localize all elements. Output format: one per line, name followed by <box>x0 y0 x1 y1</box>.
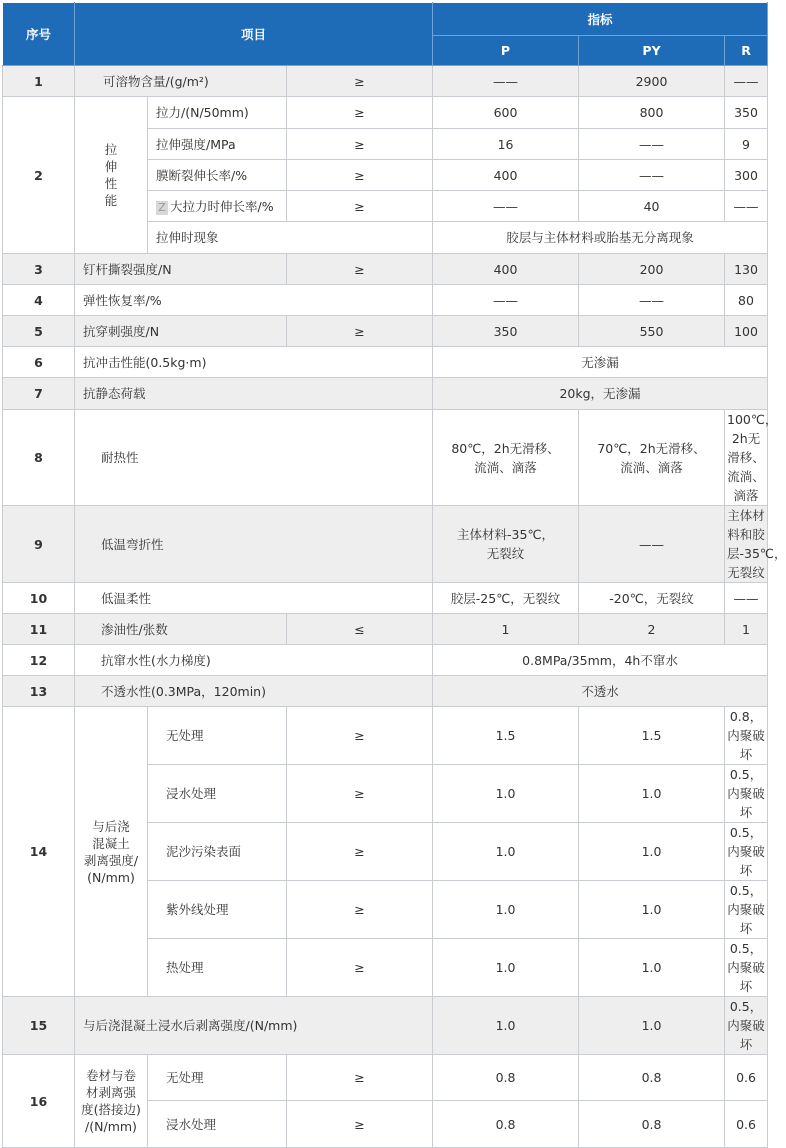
table-row <box>3 997 768 1055</box>
merged-value: 20kg，无渗漏 <box>433 378 768 410</box>
row-label: 抗穿刺强度/N <box>75 316 287 347</box>
cell-p: —— <box>433 191 579 222</box>
cell-py: —— <box>579 129 725 160</box>
header-no: 序号 <box>3 3 75 66</box>
cell-py: —— <box>579 506 725 583</box>
cell-r: 9 <box>725 129 768 160</box>
cell-p: 400 <box>433 160 579 191</box>
header-item: 项目 <box>75 3 433 66</box>
ge-symbol: ≥ <box>287 97 433 129</box>
cell-r: 130 <box>725 254 768 285</box>
cell-r: 0.8，内聚破坏 <box>725 707 768 765</box>
cell-r: 0.6 <box>725 1055 768 1101</box>
cell-r: —— <box>725 66 768 97</box>
cell-p: 1.0 <box>433 765 579 823</box>
spec-table <box>2 2 786 1148</box>
z-icon: Z <box>156 201 168 215</box>
ge-symbol: ≥ <box>287 254 433 285</box>
row-no: 3 <box>3 254 75 285</box>
row-label: 弹性恢复率/% <box>75 285 433 316</box>
cell-r: 100℃，2h无滑移、 流淌、滴落 <box>725 410 768 506</box>
cell-r: 300 <box>725 160 768 191</box>
cell-p: —— <box>433 66 579 97</box>
sub-label: 拉伸时现象 <box>148 222 433 254</box>
ge-symbol: ≥ <box>287 881 433 939</box>
ge-symbol: ≥ <box>287 765 433 823</box>
header-py: PY <box>579 36 725 66</box>
le-symbol: ≤ <box>287 614 433 645</box>
sub-label-text: 大拉力时伸长率/% <box>170 198 274 214</box>
cell-p: 1.0 <box>433 939 579 997</box>
row-label: 抗窜水性(水力梯度) <box>75 645 433 676</box>
ge-symbol: ≥ <box>287 939 433 997</box>
row-no: 4 <box>3 285 75 316</box>
cell-py: —— <box>579 285 725 316</box>
row-label: 不透水性(0.3MPa，120min) <box>75 676 433 707</box>
group-label <box>75 707 148 997</box>
row-no: 16 <box>3 1055 75 1148</box>
row-no: 15 <box>3 997 75 1055</box>
cell-py: 1.0 <box>579 765 725 823</box>
table-row <box>3 254 768 285</box>
sub-label: 膜断裂伸长率/% <box>148 160 287 191</box>
group-label-text: 卷材与卷 材剥离强 度(搭接边) /(N/mm) <box>81 1068 141 1134</box>
cell-p: 1.0 <box>433 881 579 939</box>
row-label: 渗油性/张数 <box>75 614 287 645</box>
cell-r: 0.5，内聚破坏 <box>725 881 768 939</box>
cell-py: 200 <box>579 254 725 285</box>
table-row <box>3 506 768 583</box>
table-row <box>3 347 768 378</box>
cell-p: 16 <box>433 129 579 160</box>
row-label: 抗冲击性能(0.5kg·m) <box>75 347 433 378</box>
row-no: 2 <box>3 97 75 254</box>
merged-value: 不透水 <box>433 676 768 707</box>
cell-py: -20℃，无裂纹 <box>579 583 725 614</box>
cell-r: 350 <box>725 97 768 129</box>
table-row <box>3 285 768 316</box>
sub-label: 浸水处理 <box>148 765 287 823</box>
row-label: 可溶物含量/(g/m²) <box>75 66 287 97</box>
row-no: 11 <box>3 614 75 645</box>
group-label <box>75 1055 148 1148</box>
sub-label: 无处理 <box>148 1055 287 1101</box>
group-label-text: 拉 伸 性 能 <box>104 142 118 208</box>
ge-symbol: ≥ <box>287 191 433 222</box>
merged-value: 0.8MPa/35mm，4h不窜水 <box>433 645 768 676</box>
cell-p: 主体材料-35℃， 无裂纹 <box>433 506 579 583</box>
row-no: 13 <box>3 676 75 707</box>
ge-symbol: ≥ <box>287 160 433 191</box>
header-index: 指标 <box>433 3 768 36</box>
group-label <box>75 97 148 254</box>
cell-r: 1 <box>725 614 768 645</box>
row-label: 抗静态荷载 <box>75 378 433 410</box>
cell-r: 0.5，内聚破坏 <box>725 765 768 823</box>
table-row <box>3 316 768 347</box>
row-label: 与后浇混凝土浸水后剥离强度/(N/mm) <box>75 997 433 1055</box>
merged-value: 无渗漏 <box>433 347 768 378</box>
row-no: 8 <box>3 410 75 506</box>
sub-label: 泥沙污染表面 <box>148 823 287 881</box>
cell-r: —— <box>725 191 768 222</box>
sub-label: 拉伸强度/MPa <box>148 129 287 160</box>
cell-r: 主体材料和胶层-35℃， 无裂纹 <box>725 506 768 583</box>
cell-p: 1.5 <box>433 707 579 765</box>
cell-py: —— <box>579 160 725 191</box>
group-label-text: 与后浇 混凝土 剥离强度/ (N/mm) <box>83 818 139 885</box>
cell-py: 0.8 <box>579 1055 725 1101</box>
cell-py: 1.0 <box>579 823 725 881</box>
table-row <box>3 97 768 129</box>
table-row <box>3 676 768 707</box>
row-label: 低温弯折性 <box>75 506 433 583</box>
header-p: P <box>433 36 579 66</box>
ge-symbol: ≥ <box>287 129 433 160</box>
cell-p: 1.0 <box>433 823 579 881</box>
table-row <box>3 66 768 97</box>
cell-py: 1.0 <box>579 881 725 939</box>
table-row <box>3 645 768 676</box>
cell-py: 1.0 <box>579 997 725 1055</box>
ge-symbol: ≥ <box>287 66 433 97</box>
cell-py: 1.0 <box>579 939 725 997</box>
cell-p: —— <box>433 285 579 316</box>
sub-label: 无处理 <box>148 707 287 765</box>
cell-py: 70℃，2h无滑移、 流淌、滴落 <box>579 410 725 506</box>
ge-symbol: ≥ <box>287 1101 433 1148</box>
cell-py: 1.5 <box>579 707 725 765</box>
cell-py: 40 <box>579 191 725 222</box>
ge-symbol: ≥ <box>287 316 433 347</box>
cell-r: 0.5，内聚破坏 <box>725 997 768 1055</box>
row-no: 12 <box>3 645 75 676</box>
cell-p: 80℃，2h无滑移、 流淌、滴落 <box>433 410 579 506</box>
row-no: 10 <box>3 583 75 614</box>
table-row <box>3 410 768 506</box>
sub-label: 拉力/(N/50mm) <box>148 97 287 129</box>
cell-r: —— <box>725 583 768 614</box>
cell-py: 0.8 <box>579 1101 725 1148</box>
cell-r: 0.5，内聚破坏 <box>725 823 768 881</box>
sub-label: 热处理 <box>148 939 287 997</box>
cell-py: 800 <box>579 97 725 129</box>
cell-r: 80 <box>725 285 768 316</box>
cell-py: 550 <box>579 316 725 347</box>
table-row <box>3 583 768 614</box>
row-label: 低温柔性 <box>75 583 433 614</box>
table-row <box>3 707 768 765</box>
cell-p: 1 <box>433 614 579 645</box>
header-r: R <box>725 36 768 66</box>
cell-py: 2900 <box>579 66 725 97</box>
sub-label <box>148 191 287 222</box>
cell-r: 0.5，内聚破坏 <box>725 939 768 997</box>
row-no: 7 <box>3 378 75 410</box>
cell-p: 0.8 <box>433 1055 579 1101</box>
sub-label: 浸水处理 <box>148 1101 287 1148</box>
sub-label: 紫外线处理 <box>148 881 287 939</box>
row-no: 14 <box>3 707 75 997</box>
cell-r: 100 <box>725 316 768 347</box>
cell-p: 胶层-25℃，无裂纹 <box>433 583 579 614</box>
cell-p: 0.8 <box>433 1101 579 1148</box>
cell-p: 1.0 <box>433 997 579 1055</box>
cell-p: 350 <box>433 316 579 347</box>
row-no: 5 <box>3 316 75 347</box>
table-row <box>3 614 768 645</box>
cell-p: 600 <box>433 97 579 129</box>
cell-r: 0.6 <box>725 1101 768 1148</box>
row-no: 1 <box>3 66 75 97</box>
row-no: 6 <box>3 347 75 378</box>
ge-symbol: ≥ <box>287 823 433 881</box>
merged-value: 胶层与主体材料或胎基无分离现象 <box>433 222 768 254</box>
ge-symbol: ≥ <box>287 1055 433 1101</box>
cell-p: 400 <box>433 254 579 285</box>
row-label: 钉杆撕裂强度/N <box>75 254 287 285</box>
ge-symbol: ≥ <box>287 707 433 765</box>
row-no: 9 <box>3 506 75 583</box>
row-label: 耐热性 <box>75 410 433 506</box>
cell-py: 2 <box>579 614 725 645</box>
table-row <box>3 1055 768 1101</box>
table-row <box>3 378 768 410</box>
